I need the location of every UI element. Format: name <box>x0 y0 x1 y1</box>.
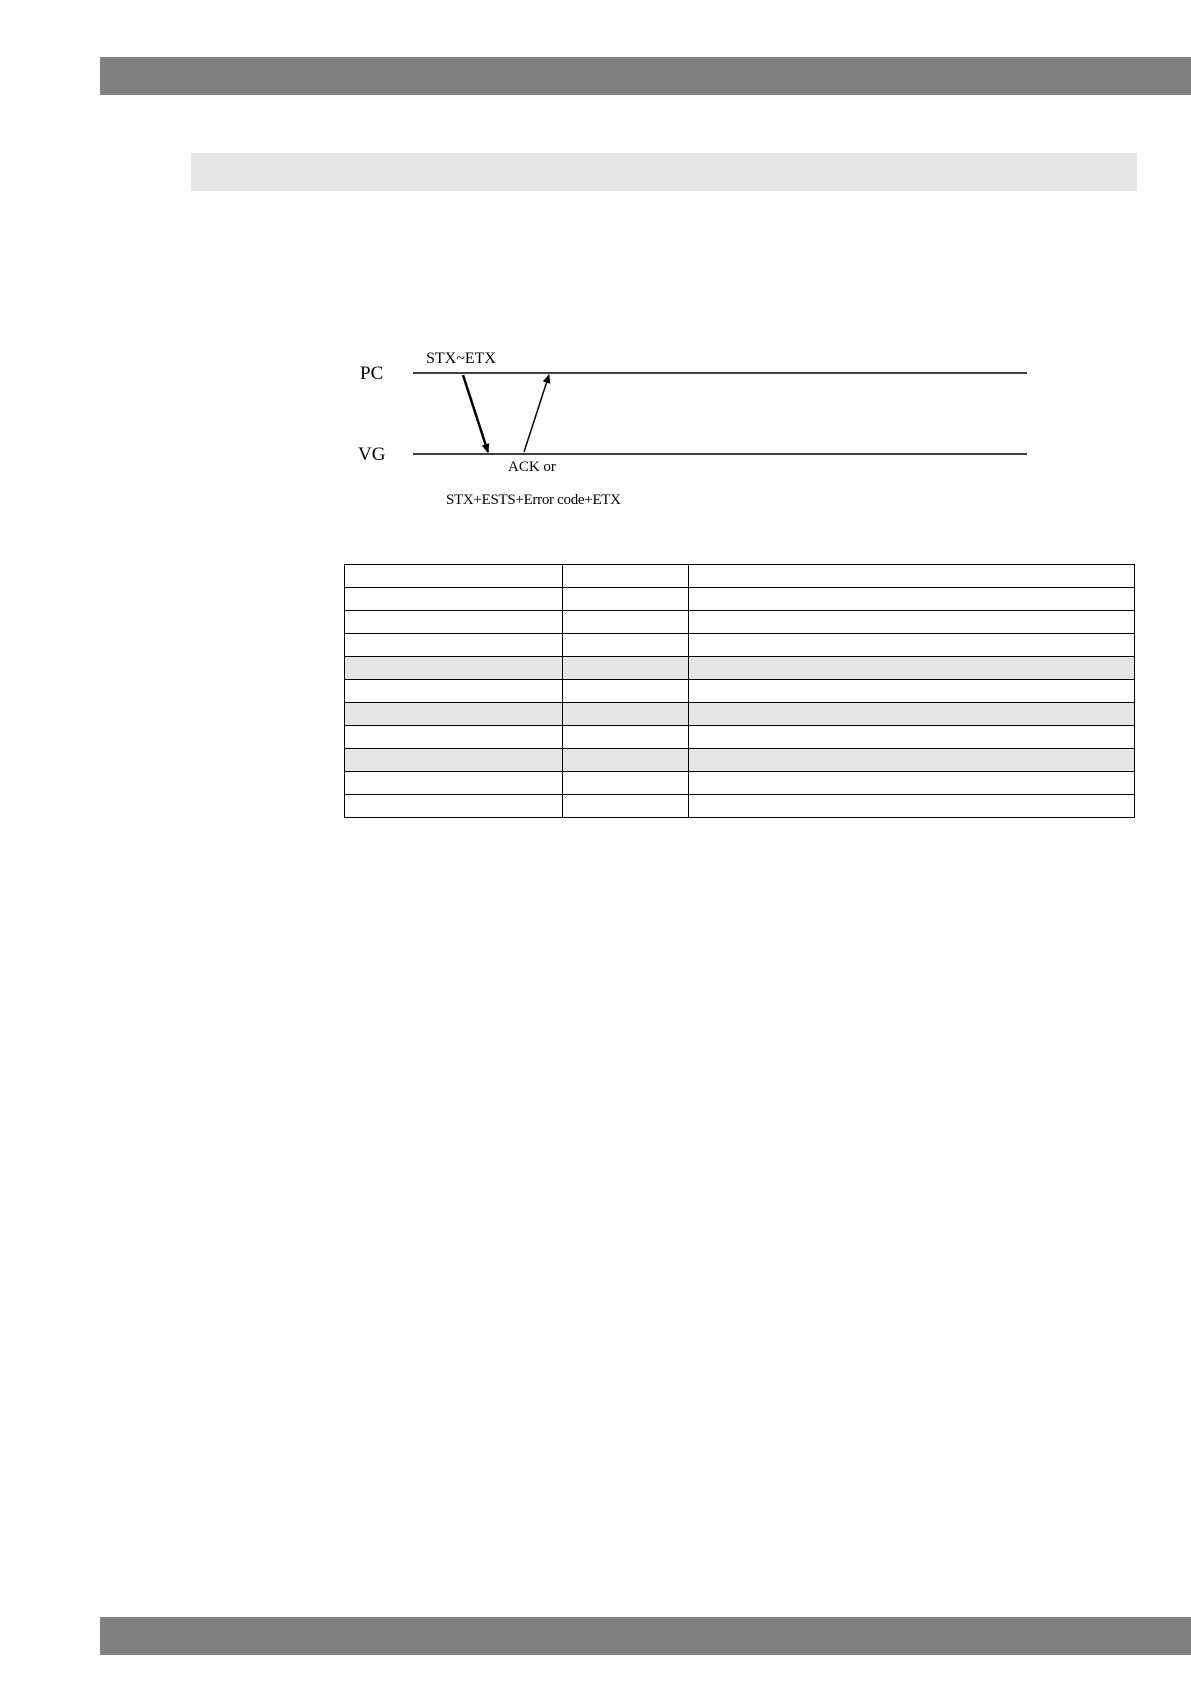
table-row <box>345 772 1135 795</box>
table-cell <box>689 680 1135 703</box>
table-cell <box>345 588 563 611</box>
table-row <box>345 749 1135 772</box>
table-cell <box>563 588 689 611</box>
table-cell <box>345 611 563 634</box>
ack-label: ACK or <box>508 459 556 475</box>
table-cell <box>563 795 689 818</box>
table-cell <box>345 749 563 772</box>
table-cell <box>563 565 689 588</box>
table-cell <box>345 726 563 749</box>
table-cell <box>563 611 689 634</box>
table-cell <box>345 657 563 680</box>
table-cell <box>563 657 689 680</box>
table-cell <box>563 726 689 749</box>
table-row <box>345 657 1135 680</box>
table-row <box>345 611 1135 634</box>
header-bar <box>100 57 1191 95</box>
table-cell <box>345 634 563 657</box>
sequence-diagram-lines <box>340 340 1040 520</box>
table-cell <box>689 703 1135 726</box>
table-cell <box>689 634 1135 657</box>
table-cell <box>563 772 689 795</box>
table-cell <box>689 657 1135 680</box>
table-cell <box>689 749 1135 772</box>
table-cell <box>345 680 563 703</box>
table-row <box>345 634 1135 657</box>
command-label: STX~ETX <box>426 350 496 367</box>
table-cell <box>563 680 689 703</box>
table-row <box>345 795 1135 818</box>
table-cell <box>689 588 1135 611</box>
table-row <box>345 588 1135 611</box>
table-cell <box>689 772 1135 795</box>
communication-sequence-diagram <box>340 340 1040 520</box>
table-cell <box>345 772 563 795</box>
table-cell <box>345 565 563 588</box>
table-cell <box>345 703 563 726</box>
response-arrow <box>524 375 549 452</box>
table-cell <box>563 634 689 657</box>
table-cell <box>345 795 563 818</box>
table-cell <box>563 703 689 726</box>
table-cell <box>689 565 1135 588</box>
table-cell <box>689 611 1135 634</box>
command-arrow <box>463 375 488 452</box>
table-row <box>345 703 1135 726</box>
table-row <box>345 680 1135 703</box>
table-cell <box>689 726 1135 749</box>
pc-label: PC <box>360 363 384 384</box>
vg-label: VG <box>358 444 386 465</box>
footer-bar <box>100 1617 1191 1655</box>
table-row <box>345 726 1135 749</box>
section-heading-band <box>191 153 1137 191</box>
table-cell <box>689 795 1135 818</box>
table-row <box>345 565 1135 588</box>
error-code-table <box>344 564 1135 818</box>
table-cell <box>563 749 689 772</box>
error-response-label: STX+ESTS+Error code+ETX <box>446 492 621 508</box>
